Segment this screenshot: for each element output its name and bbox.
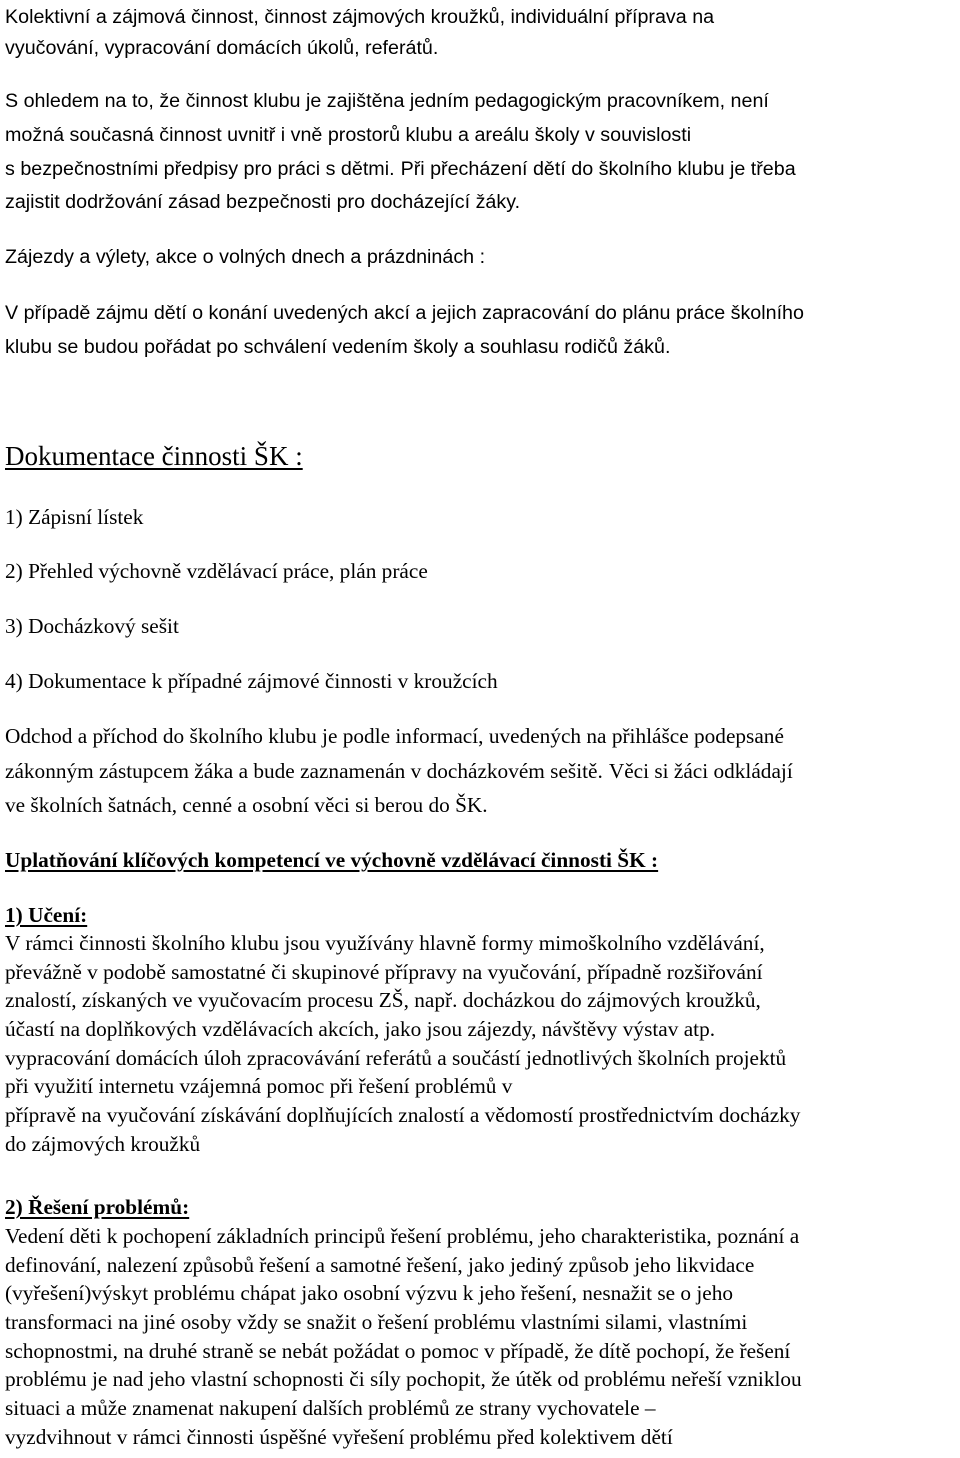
- intro-line-2: vyučování, vypracování domácích úkolů, referátů.: [5, 37, 439, 59]
- problems-line-2: definování, nalezení způsobů řešení a samotné řešení, jako jediný způsob jeho likvidace: [5, 1253, 755, 1277]
- learning-line-1: V rámci činnosti školního klubu jsou využívány hlavně formy mimoškolního vzdělávání,: [5, 931, 765, 955]
- problems-line-3: (vyřešení)výskyt problému chápat jako osobní výzvu k jeho řešení, nesnažit se o jeho: [5, 1281, 734, 1305]
- learning-line-3: znalostí, získaných ve vyučovacím procesu ZŠ, např. docházkou do zájmových kroužků,: [5, 988, 761, 1012]
- trips-heading: Zájezdy a výlety, akce o volných dnech a prázdninách :: [5, 246, 486, 268]
- safety-line-3a: s bezpečnostními předpisy pro práci s dětmi.: [5, 158, 395, 180]
- documentation-item-4: 4) Dokumentace k případné zájmové činnosti v kroužcích: [5, 669, 498, 693]
- problems-line-6: problému je nad jeho vlastní schopnosti či síly pochopit, že útěk od problému neřeší vzniklou: [5, 1367, 802, 1391]
- documentation-item-1: 1) Zápisní lístek: [5, 505, 144, 529]
- learning-line-7: přípravě na vyučování získávání doplňujících znalostí a vědomostí prostřednictvím docházky: [5, 1103, 801, 1127]
- learning-heading: 1) Učení:: [5, 903, 88, 927]
- attendance-line-3: ve školních šatnách, cenné a osobní věci si berou do ŠK.: [5, 793, 488, 817]
- attendance-line-2: [5, 754, 793, 788]
- problems-line-8: vyzdvihnout v rámci činnosti úspěšné vyřešení problému před kolektivem dětí: [5, 1425, 673, 1449]
- learning-line-6: při využití internetu vzájemná pomoc při řešení problémů v: [5, 1074, 513, 1098]
- intro-line-1: Kolektivní a zájmová činnost, činnost zájmových kroužků, individuální příprava na: [5, 6, 715, 28]
- attendance-line-2b: Věci si žáci odkládají: [608, 759, 793, 783]
- attendance-line-2a: zákonným zástupcem žáka a bude zaznamenán v docházkovém sešitě.: [5, 759, 603, 783]
- safety-line-3b: Při přecházení dětí do školního klubu je třeba: [400, 158, 796, 180]
- problems-line-4: transformaci na jiné osoby vždy se snažit o řešení problému vlastními silami, vlastními: [5, 1310, 748, 1334]
- safety-line-2: možná současná činnost uvnitř i vně prostorů klubu a areálu školy v souvislosti: [5, 124, 692, 146]
- documentation-heading: Dokumentace činnosti ŠK :: [5, 441, 303, 471]
- competences-heading: Uplatňování klíčových kompetencí ve výchovně vzdělávací činnosti ŠK :: [5, 848, 659, 872]
- problems-heading: 2) Řešení problémů:: [5, 1195, 190, 1219]
- learning-line-2: převážně v podobě samostatné či skupinové přípravy na vyučování, případně rozšiřování: [5, 960, 763, 984]
- trips-line-2: klubu se budou pořádat po schválení vedením školy a souhlasu rodičů žáků.: [5, 336, 671, 358]
- documentation-item-2: 2) Přehled výchovně vzdělávací práce, plán práce: [5, 559, 428, 583]
- safety-line-1: S ohledem na to, že činnost klubu je zajištěna jedním pedagogickým pracovníkem, není: [5, 90, 769, 112]
- problems-line-7: situaci a může znamenat nakupení dalších problémů ze strany vychovatele –: [5, 1396, 656, 1420]
- safety-line-4: zajistit dodržování zásad bezpečnosti pro docházející žáky.: [5, 191, 521, 213]
- learning-line-4: účastí na doplňkových vzdělávacích akcích, jako jsou zájezdy, návštěvy výstav atp.: [5, 1017, 716, 1041]
- problems-line-5: schopnostmi, na druhé straně se nebát požádat o pomoc v případě, že dítě pochopí, že řešení: [5, 1339, 791, 1363]
- problems-line-1: Vedení děti k pochopení základních principů řešení problému, jeho charakteristika, poznání a: [5, 1224, 800, 1248]
- safety-line-3: [5, 151, 796, 186]
- trips-line-1: V případě zájmu dětí o konání uvedených akcí a jejich zapracování do plánu práce školního: [5, 302, 804, 324]
- attendance-line-1: Odchod a příchod do školního klubu je podle informací, uvedených na přihlášce podepsané: [5, 724, 784, 748]
- learning-line-8: do zájmových kroužků: [5, 1132, 201, 1156]
- learning-line-5: vypracování domácích úloh zpracovávání referátů a součástí jednotlivých školních projektů: [5, 1046, 787, 1070]
- documentation-item-3: 3) Docházkový sešit: [5, 614, 179, 638]
